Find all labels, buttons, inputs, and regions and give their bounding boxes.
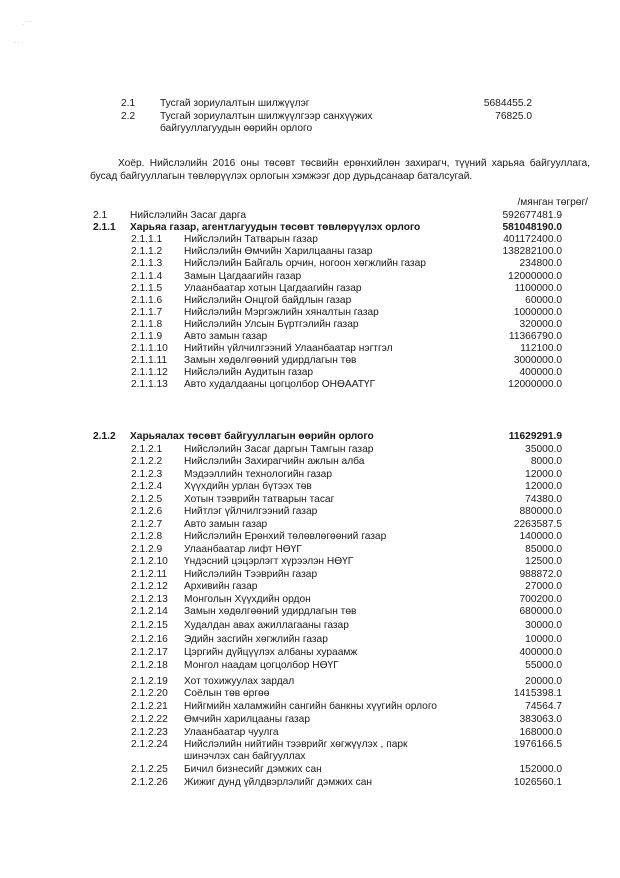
row-value: 112100.0	[520, 343, 562, 354]
row-value: 35000.0	[525, 444, 562, 455]
row-value: 1000000.0	[513, 307, 562, 318]
row-number: 2.1.1.9	[131, 331, 163, 342]
row-value: 152000.0	[519, 764, 562, 775]
row-label: Үндэсний цэцэрлэгт хүрээлэн НӨҮГ	[184, 556, 354, 567]
row-number: 2.1.2.23	[131, 727, 168, 738]
row-number: 2.1.2.4	[131, 481, 163, 492]
row-number: 2.1.2.24	[131, 739, 168, 750]
row-value: 27000.0	[525, 581, 562, 592]
row-label: Нийслэлийн Татварын газар	[184, 234, 318, 245]
row-value: 1415398.1	[513, 688, 562, 699]
row-label: Цэргийн дүйцүүлэх албаны хураамж	[184, 647, 358, 658]
row-number: 2.1.2.25	[131, 764, 168, 775]
row-value: 20000.0	[525, 676, 562, 687]
row-value: 320000.0	[519, 319, 562, 330]
row-label: Бичил бизнесийг дэмжих сан	[184, 764, 322, 775]
row-number: 2.1.1.5	[131, 283, 163, 294]
row-label: Архивийн газар	[184, 581, 258, 592]
group-label: Харьяа газар, агентлагуудын төсөвт төвлөрүүлэх орлого	[130, 222, 421, 233]
row-number: 2.1.1.3	[131, 258, 163, 269]
row-number: 2.1.2.2	[131, 456, 163, 467]
row-number: 2.1.2.13	[131, 594, 168, 605]
row-label: Мэдээллийн технологийн газар	[184, 469, 333, 480]
row-label: Эдийн засгийн хөгжлийн газар	[184, 634, 328, 645]
row-value: 85000.0	[525, 544, 562, 555]
item-label-continuation: байгууллагуудын өөрийн орлого	[160, 123, 313, 134]
row-value: 138282100.0	[502, 246, 562, 257]
row-number: 2.1.2.16	[131, 634, 168, 645]
row-number: 2.1.2.8	[131, 531, 163, 542]
row-label: Монгол наадам цогцолбор НӨҮГ	[184, 660, 339, 671]
row-value: 140000.0	[519, 531, 562, 542]
row-value: 12000000.0	[508, 379, 562, 390]
row-label: Авто замын газар	[184, 519, 268, 530]
row-label: Нийтийн үйлчилгээний Улаанбаатар нэгтгэл	[184, 343, 393, 354]
row-label: Улаанбаатар лифт НӨҮГ	[184, 544, 302, 555]
row-value: 12500.0	[525, 556, 562, 567]
row-label: Нийслэлийн Онцгой байдлын газар	[184, 295, 352, 306]
row-label: Хот тохижуулах зардал	[184, 676, 295, 687]
row-label: Нийслэлийн Байгаль орчин, ногоон хөгжлийн газар	[184, 258, 426, 269]
row-value: 2263587.5	[513, 519, 562, 530]
section-label: Нийслэлийн Засаг дарга	[130, 210, 247, 221]
row-value: 880000.0	[519, 506, 562, 517]
row-label: Нийслэлийн Мэргэжлийн хяналтын газар	[184, 307, 379, 318]
row-value: 12000000.0	[508, 271, 562, 282]
item-label: Тусгай зориулалтын шилжүүлгээр санхүүжих	[160, 111, 373, 122]
row-number: 2.1.2.9	[131, 544, 163, 555]
row-label: Соёлын төв өргөө	[184, 688, 270, 699]
row-value: 988872.0	[519, 569, 562, 580]
row-value: 11366790.0	[508, 331, 562, 342]
row-number: 2.1.2.18	[131, 660, 168, 671]
row-number: 2.1.2.19	[131, 676, 168, 687]
row-number: 2.1.1.4	[131, 271, 163, 282]
row-number: 2.1.2.11	[131, 569, 168, 580]
row-value: 1100000.0	[514, 283, 562, 294]
group-value: 581048190.0	[502, 222, 562, 233]
row-value: 1026560.1	[513, 777, 562, 788]
row-number: 2.1.2.14	[131, 606, 168, 617]
group-value: 11629291.9	[508, 431, 562, 442]
row-value: 680000.0	[519, 606, 562, 617]
group-number: 2.1.1	[93, 222, 116, 233]
row-label: Жижиг дунд үйлдвэрлэлийг дэмжих сан	[184, 777, 373, 788]
row-value: 401172400.0	[503, 234, 562, 245]
scan-mark: · ˉ ˊ	[22, 22, 32, 28]
item-number: 2.1	[121, 98, 136, 109]
group-label: Харьяалах төсөвт байгууллагын өөрийн орлого	[130, 431, 374, 442]
row-number: 2.1.2.15	[131, 620, 168, 631]
row-label: Замын Цагдаагийн газар	[184, 271, 302, 282]
row-number: 2.1.1.13	[131, 379, 168, 390]
item-value: 76825.0	[495, 111, 532, 122]
item-label: Тусгай зориулалтын шилжүүлэг	[160, 98, 310, 109]
row-value: 168000.0	[519, 727, 562, 738]
row-label: Нийслэлийн Тээврийн газар	[184, 569, 318, 580]
row-label: Нийслэлийн Аудитын газар	[184, 367, 314, 378]
row-number: 2.1.2.12	[131, 581, 168, 592]
row-label: Нийслэлийн Засаг даргын Тамгын газар	[184, 444, 374, 455]
group-number: 2.1.2	[93, 431, 116, 442]
row-number: 2.1.1.8	[131, 319, 163, 330]
row-value: 1976166.5	[513, 739, 562, 750]
row-label-continuation: шинэчлэх сан байгууллах	[184, 751, 306, 762]
unit-label: /мянган төгрөг/	[517, 197, 588, 208]
row-value: 12000.0	[525, 481, 562, 492]
row-label: Нийгмийн халамжийн сангийн банкны хүүгийн орлого	[184, 701, 437, 712]
row-number: 2.1.2.21	[131, 701, 168, 712]
row-value: 234800.0	[519, 258, 562, 269]
row-label: Нийтлэг үйлчилгээний газар	[184, 506, 318, 517]
row-value: 700200.0	[519, 594, 562, 605]
row-value: 30000.0	[525, 620, 562, 631]
scan-mark: · · ·	[14, 40, 24, 46]
row-number: 2.1.2.3	[131, 469, 163, 480]
row-number: 2.1.1.12	[131, 367, 168, 378]
row-number: 2.1.1.1	[131, 234, 163, 245]
row-label: Замын хөдөлгөөний удирдлагын төв	[184, 606, 357, 617]
row-label: Авто замын газар	[184, 331, 268, 342]
row-number: 2.1.2.20	[131, 688, 168, 699]
row-label: Нийслэлийн Улсын Бүртгэлийн газар	[184, 319, 359, 330]
row-value: 12000.0	[525, 469, 562, 480]
row-value: 60000.0	[525, 295, 562, 306]
row-number: 2.1.2.7	[131, 519, 163, 530]
row-label: Нийслэлийн Өмчийн Харилцааны газар	[184, 246, 373, 257]
row-number: 2.1.1.11	[131, 355, 168, 366]
row-label: Хотын тээврийн татварын тасаг	[184, 494, 335, 505]
row-label: Нийслэлийн Ерөнхий төлөвлөгөөний газар	[184, 531, 387, 542]
row-label: Авто худалдааны цогцолбор ОНӨААТҮГ	[184, 379, 376, 390]
section-number: 2.1	[93, 210, 108, 221]
row-number: 2.1.2.6	[131, 506, 163, 517]
row-label: Нийслэлийн Захирагчийн ажлын алба	[184, 456, 365, 467]
row-number: 2.1.2.22	[131, 714, 168, 725]
row-value: 400000.0	[519, 367, 562, 378]
row-value: 3000000.0	[513, 355, 562, 366]
item-number: 2.2	[121, 111, 136, 122]
row-label: Замын хөдөлгөөний удирдлагын төв	[184, 355, 357, 366]
row-value: 383063.0	[519, 714, 562, 725]
section-value: 592677481.9	[502, 210, 562, 221]
row-label: Улаанбаатар хотын Цагдаагийн газар	[184, 283, 362, 294]
row-number: 2.1.2.5	[131, 494, 163, 505]
decree-paragraph: Хоёр. Нийслэлийн 2016 оны төсөвт төсвийн ерөнхийлөн захирагч, түүний харьяа байгууллага, бусад байгууллагын төвлөрүүлэх орлогын хэмжээг дор дурьдсанаар баталсугай.	[90, 158, 590, 182]
row-number: 2.1.2.10	[131, 556, 168, 567]
row-value: 74564.7	[525, 701, 562, 712]
row-label: Хүүхдийн урлан бүтээх төв	[184, 481, 312, 492]
row-number: 2.1.2.26	[131, 777, 168, 788]
item-value: 5684455.2	[483, 98, 532, 109]
row-number: 2.1.1.2	[131, 246, 163, 257]
row-value: 74380.0	[525, 494, 562, 505]
row-number: 2.1.2.17	[131, 647, 168, 658]
row-label: Өмчийн харилцааны газар	[184, 714, 311, 725]
row-number: 2.1.1.6	[131, 295, 163, 306]
row-value: 10000.0	[525, 634, 562, 645]
row-number: 2.1.2.1	[131, 444, 163, 455]
row-label: Улаанбаатар чуулга	[184, 727, 279, 738]
row-value: 55000.0	[525, 660, 562, 671]
row-number: 2.1.1.7	[131, 307, 163, 318]
row-label: Нийслэлийн нийтийн тээврийг хөгжүүлэх , парк	[184, 739, 408, 750]
row-label: Монголын Хүүхдийн ордон	[184, 594, 311, 605]
row-number: 2.1.1.10	[131, 343, 168, 354]
row-value: 8000.0	[530, 456, 562, 467]
row-label: Худалдан авах ажиллагааны газар	[184, 620, 349, 631]
row-value: 400000.0	[519, 647, 562, 658]
